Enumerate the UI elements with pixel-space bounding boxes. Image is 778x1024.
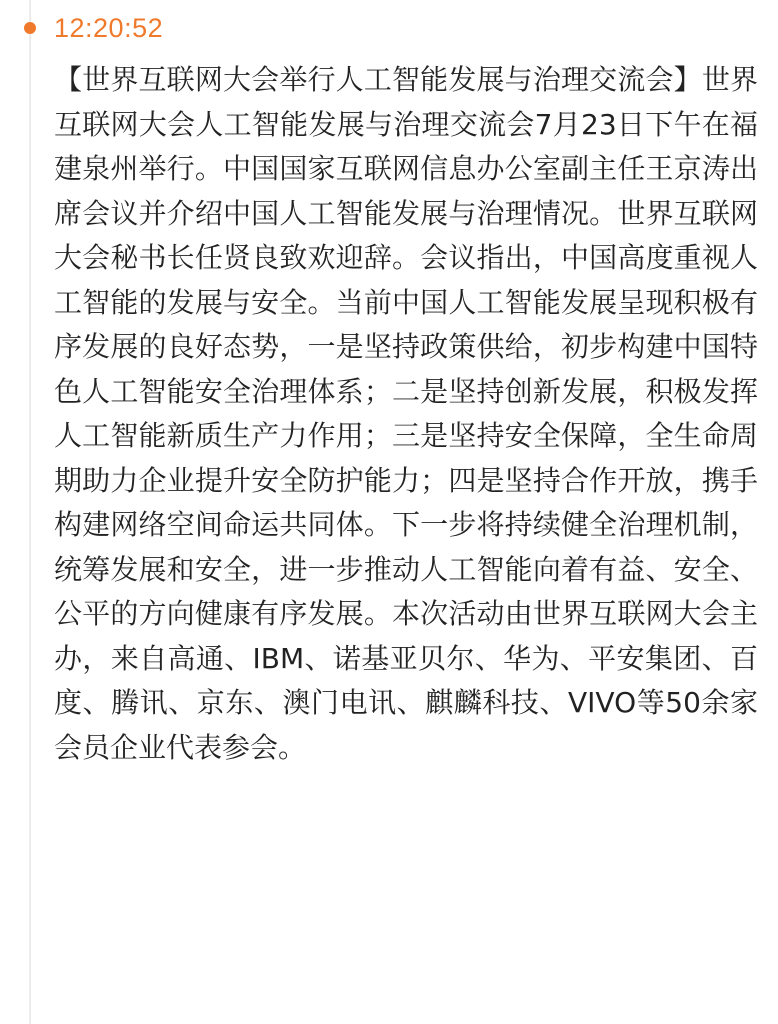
timeline-dot [24,22,36,34]
timeline-line [29,0,31,1024]
news-content: 【世界互联网大会举行人工智能发展与治理交流会】世界互联网大会人工智能发展与治理交流会7月23日下午在福建泉州举行。中国国家互联网信息办公室副主任王京涛出席会议并介绍中国人工智能发展与治理情况。世界互联网大会秘书长任贤良致欢迎辞。会议指出，中国高度重视人工智能的发展与安全。当前中国人工智能发展呈现积极有序发展的良好态势，一是坚持政策供给，初步构建中国特色人工智能安全治理体系；二是坚持创新发展，积极发挥人工智能新质生产力作用；三是坚持安全保障，全生命周期助力企业提升安全防护能力；四是坚持合作开放，携手构建网络空间命运共同体。下一步将持续健全治理机制，统筹发展和安全，进一步推动人工智能向着有益、安全、公平的方向健康有序发展。本次活动由世界互联网大会主办，来自高通、IBM、诺基亚贝尔、华为、平安集团、百度、腾讯、京东、澳门电讯、麒麟科技、VIVO等50余家会员企业代表参会。 [54,63,758,764]
news-timestamp: 12:20:52 [54,13,164,43]
